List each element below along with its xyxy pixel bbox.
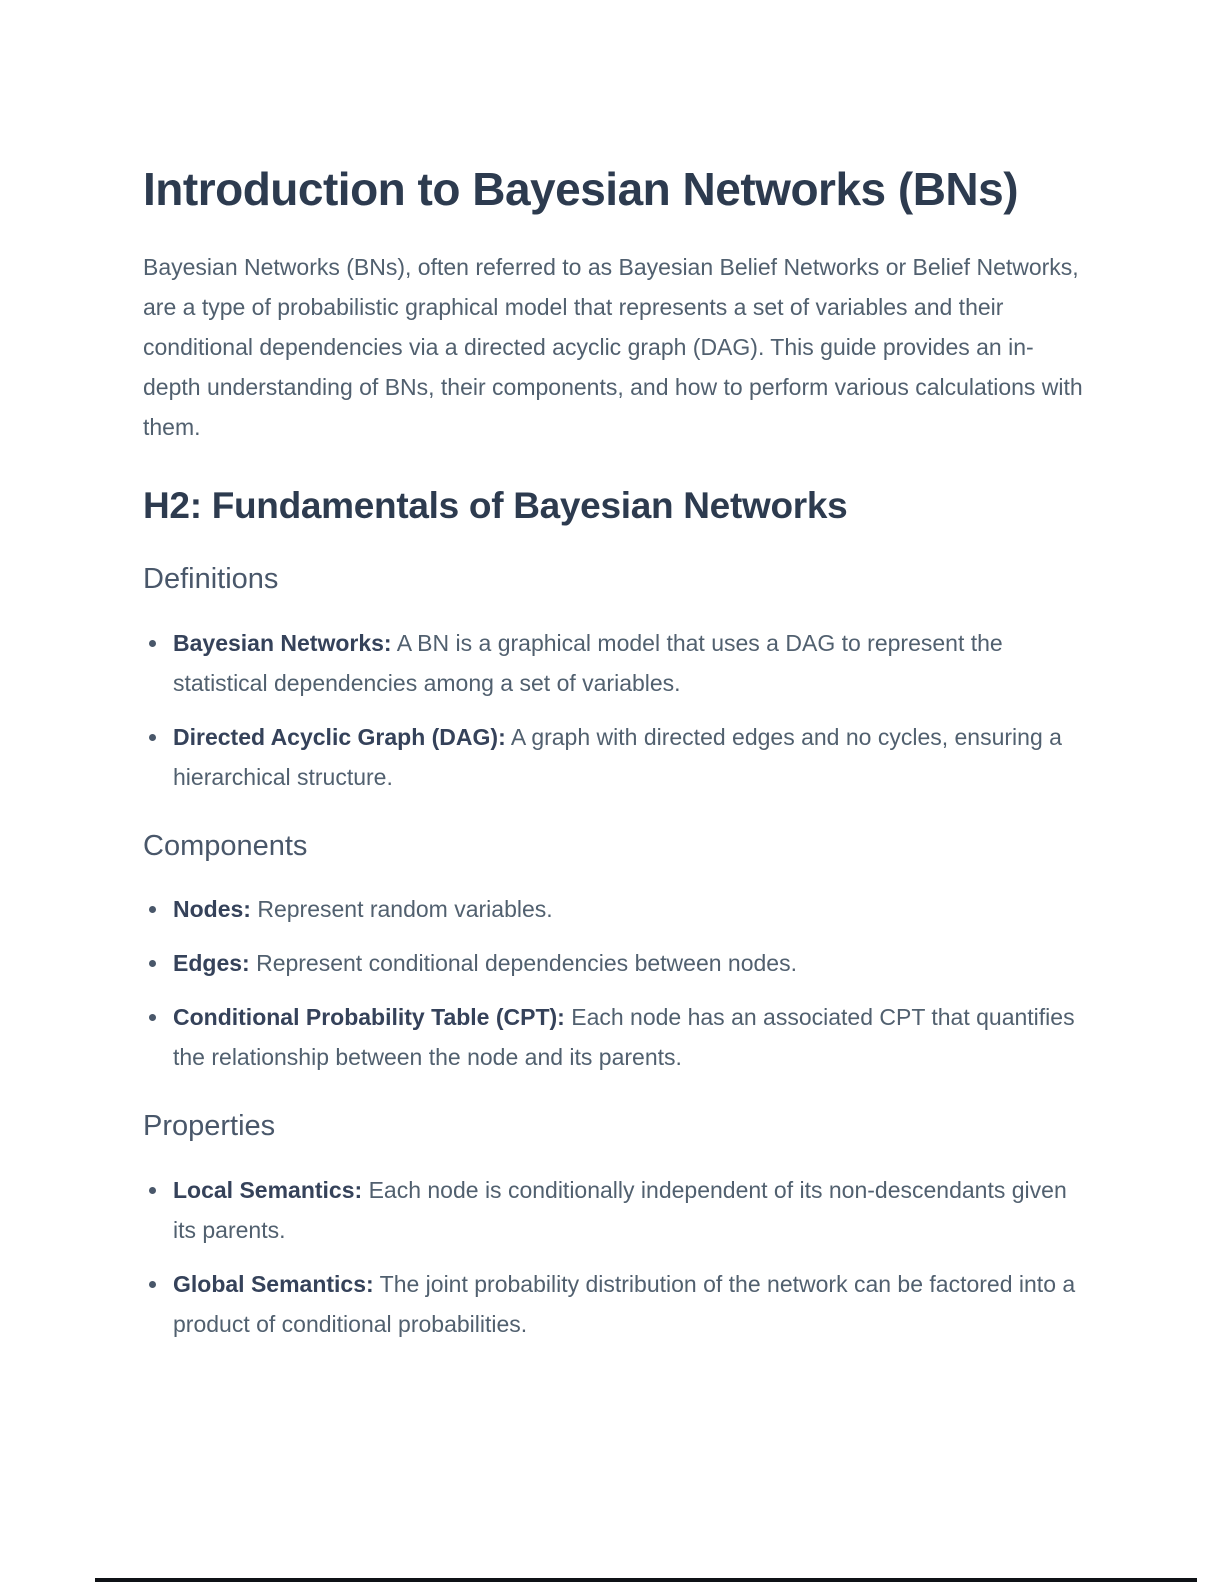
section-heading-fundamentals: H2: Fundamentals of Bayesian Networks [143,484,848,526]
list-item [143,1170,1088,1250]
list-item [143,943,1088,983]
bullet-marker [149,640,156,647]
definitions-list [143,623,1088,797]
bullet-marker [149,734,156,741]
term-description: The joint probability distribution of the network can be factored into a product of conditional probabilities. [173,1270,1076,1337]
bullet-marker [149,906,156,913]
list-item [143,1264,1088,1344]
subsection-heading-properties: Properties [143,1110,276,1143]
term-label: Global Semantics: [173,1270,374,1297]
bullet-marker [149,1014,156,1021]
properties-list [143,1170,1088,1344]
term-description: Each node has an associated CPT that quantifies the relationship between the node and its parents. [173,1004,1075,1071]
intro-paragraph: Bayesian Networks (BNs), often referred to as Bayesian Belief Networks or Belief Networks, are a type of probabilistic graphical model that represents a set of variables and their conditional dependencies via a directed acyclic graph (DAG). This guide provides an in-depth understanding of BNs, their components, and how to perform various calculations with them. [143,253,1083,440]
list-item [143,717,1088,797]
document-content [143,160,1088,1358]
term-description: Each node is conditionally independent of its non-descendants given its parents. [173,1176,1067,1243]
term-label: Bayesian Networks: [173,629,392,656]
subsection-heading-components: Components [143,829,308,862]
bullet-marker [149,1281,156,1288]
list-item [143,889,1088,929]
list-item [143,997,1088,1077]
term-label: Local Semantics: [173,1176,363,1203]
bullet-marker [149,1187,156,1194]
components-list [143,889,1088,1077]
term-label: Conditional Probability Table (CPT): [173,1004,565,1031]
term-description: A graph with directed edges and no cycles, ensuring a hierarchical structure. [173,723,1062,790]
bullet-marker [149,960,156,967]
term-description: Represent conditional dependencies between nodes. [249,950,797,977]
term-description: A BN is a graphical model that uses a DAG to represent the statistical dependencies among a set of variables. [173,629,1003,696]
page-title: Introduction to Bayesian Networks (BNs) [143,163,1019,215]
bottom-divider [95,1578,1197,1582]
term-description: Represent random variables. [250,896,553,923]
term-label: Directed Acyclic Graph (DAG): [173,723,506,750]
term-label: Edges: [173,950,250,977]
term-label: Nodes: [173,896,251,923]
subsection-heading-definitions: Definitions [143,562,279,595]
list-item [143,623,1088,703]
